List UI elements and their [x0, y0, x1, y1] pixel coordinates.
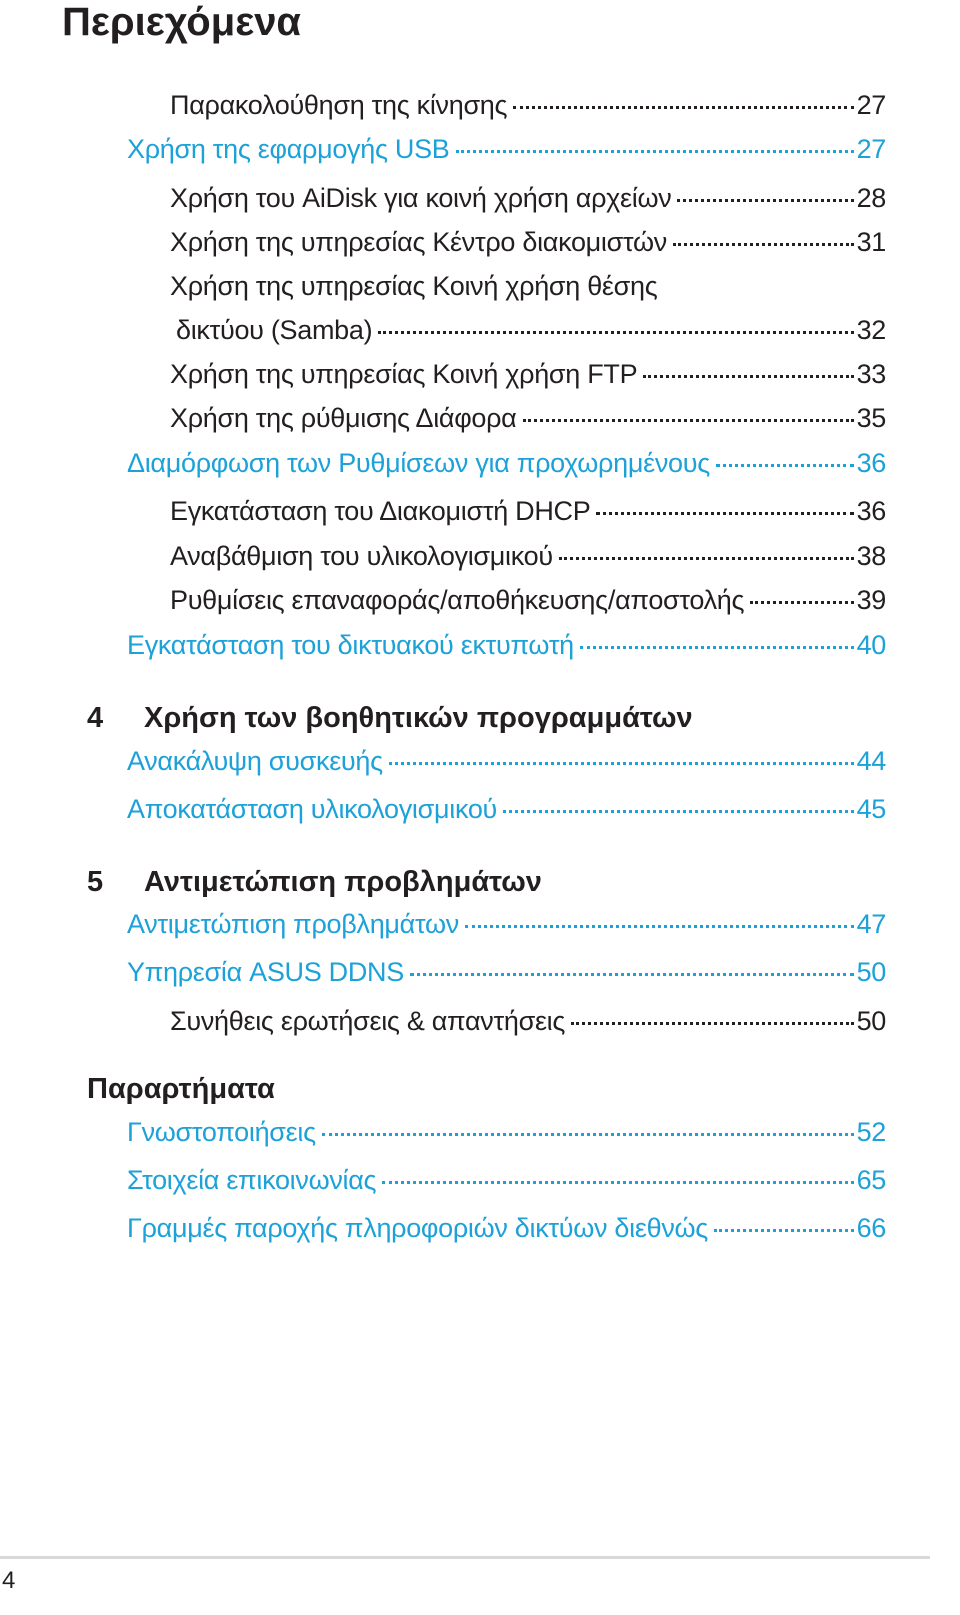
toc-entry[interactable]	[127, 1211, 886, 1245]
toc-entry-page: 27	[856, 134, 886, 164]
toc-leader	[596, 512, 853, 515]
toc-entry-page: 31	[856, 227, 886, 257]
toc-leader	[673, 243, 854, 246]
toc-leader	[456, 150, 854, 153]
toc-entry[interactable]	[170, 583, 886, 617]
toc-entry[interactable]	[127, 1163, 886, 1197]
toc-entry-text: Χρήση της υπηρεσίας Κέντρο διακομιστών	[170, 227, 667, 257]
section-title: Χρήση των βοηθητικών προγραμμάτων	[144, 702, 693, 734]
toc-entry[interactable]	[170, 181, 886, 215]
toc-leader	[465, 925, 854, 928]
toc-entry-text: Στοιχεία επικοινωνίας	[127, 1165, 377, 1195]
toc-entry-text: Χρήση του AiDisk για κοινή χρήση αρχείων	[170, 183, 672, 213]
toc-leader	[643, 375, 853, 378]
toc-entry-text: Γραμμές παροχής πληροφοριών δικτύων διεθνώς	[127, 1213, 709, 1243]
toc-entry[interactable]	[170, 401, 886, 435]
toc-leader	[580, 646, 854, 649]
toc-entry-first-line[interactable]: Χρήση της υπηρεσίας Κοινή χρήση θέσης	[170, 271, 658, 301]
toc-entry[interactable]	[127, 628, 886, 662]
footer-page-number: 4	[2, 1567, 16, 1594]
toc-entry-text: Ρυθμίσεις επαναφοράς/αποθήκευσης/αποστολής	[170, 585, 745, 615]
section-number: 5	[87, 866, 104, 898]
toc-entry-text: Χρήση της εφαρμογής USB	[127, 134, 450, 164]
toc-leader	[378, 331, 853, 334]
toc-leader	[410, 973, 854, 976]
toc-entry-page: 52	[856, 1117, 886, 1147]
toc-entry-text: Γνωστοποιήσεις	[127, 1117, 316, 1147]
page-title: Περιεχόμενα	[62, 0, 302, 44]
toc-entry-text: Αναβάθμιση του υλικολογισμικού	[170, 541, 553, 571]
toc-leader	[382, 1181, 853, 1184]
toc-entry-page: 39	[856, 585, 886, 615]
section-title: Αντιμετώπιση προβλημάτων	[144, 866, 542, 898]
toc-entry-page: 50	[856, 1006, 886, 1036]
toc-entry-text: Εγκατάσταση του Διακομιστή DHCP	[170, 496, 591, 526]
toc-entry-page: 38	[856, 541, 886, 571]
toc-leader	[677, 199, 853, 202]
toc-entry[interactable]	[170, 1004, 886, 1038]
toc-entry-text: Συνήθεις ερωτήσεις & απαντήσεις	[170, 1006, 566, 1036]
toc-entry[interactable]	[127, 744, 886, 778]
toc-entry-page: 27	[856, 90, 886, 120]
toc-entry[interactable]	[127, 1115, 886, 1149]
toc-leader	[322, 1133, 854, 1136]
toc-leader	[513, 106, 853, 109]
toc-entry[interactable]	[127, 907, 886, 941]
toc-entry-text: Αντιμετώπιση προβλημάτων	[127, 909, 459, 939]
toc-entry-page: 45	[856, 794, 886, 824]
toc-entry[interactable]	[176, 313, 886, 347]
toc-entry-page: 36	[856, 448, 886, 478]
footer-rule	[0, 1556, 930, 1559]
toc-leader	[714, 1229, 854, 1232]
toc-entry-page: 28	[856, 183, 886, 213]
toc-entry[interactable]	[127, 955, 886, 989]
toc-entry-page: 40	[856, 630, 886, 660]
toc-entry-page: 66	[856, 1213, 886, 1243]
toc-entry-text: Εγκατάσταση του δικτυακού εκτυπωτή	[127, 630, 574, 660]
appendix-heading: Παραρτήματα	[87, 1073, 275, 1105]
toc-leader	[716, 464, 854, 467]
toc-entry[interactable]	[170, 357, 886, 391]
toc-leader	[389, 762, 854, 765]
toc-leader	[750, 601, 853, 604]
toc-entry-text: Υπηρεσία ASUS DDNS	[127, 957, 404, 987]
toc-entry-text: Χρήση της υπηρεσίας Κοινή χρήση FTP	[170, 359, 638, 389]
toc-leader	[559, 557, 854, 560]
toc-leader	[571, 1022, 853, 1025]
toc-entry-page: 65	[856, 1165, 886, 1195]
toc-entry-page: 50	[856, 957, 886, 987]
toc-entry-text: Διαμόρφωση των Ρυθμίσεων για προχωρημένους	[127, 448, 710, 478]
section-number: 4	[87, 702, 104, 734]
toc-entry-page: 32	[856, 315, 886, 345]
toc-leader	[503, 810, 854, 813]
toc-entry[interactable]	[170, 88, 886, 122]
toc-entry[interactable]	[127, 446, 886, 480]
toc-entry-page: 33	[856, 359, 886, 389]
toc-entry-page: 35	[856, 403, 886, 433]
toc-entry-text: Ανακάλυψη συσκευής	[127, 746, 383, 776]
toc-entry-text: Αποκατάσταση υλικολογισμικού	[127, 794, 497, 824]
toc-entry-page: 47	[856, 909, 886, 939]
toc-entry-text: Χρήση της ρύθμισης Διάφορα	[170, 403, 517, 433]
toc-entry[interactable]	[170, 494, 886, 528]
toc-entry-page: 36	[856, 496, 886, 526]
toc-entry[interactable]	[170, 539, 886, 573]
toc-leader	[523, 419, 854, 422]
toc-entry[interactable]	[170, 225, 886, 259]
toc-entry-text: δικτύου (Samba)	[176, 315, 373, 345]
toc-entry[interactable]	[127, 792, 886, 826]
toc-entry-page: 44	[856, 746, 886, 776]
toc-entry[interactable]	[127, 132, 886, 166]
toc-entry-text: Παρακολούθηση της κίνησης	[170, 90, 508, 120]
